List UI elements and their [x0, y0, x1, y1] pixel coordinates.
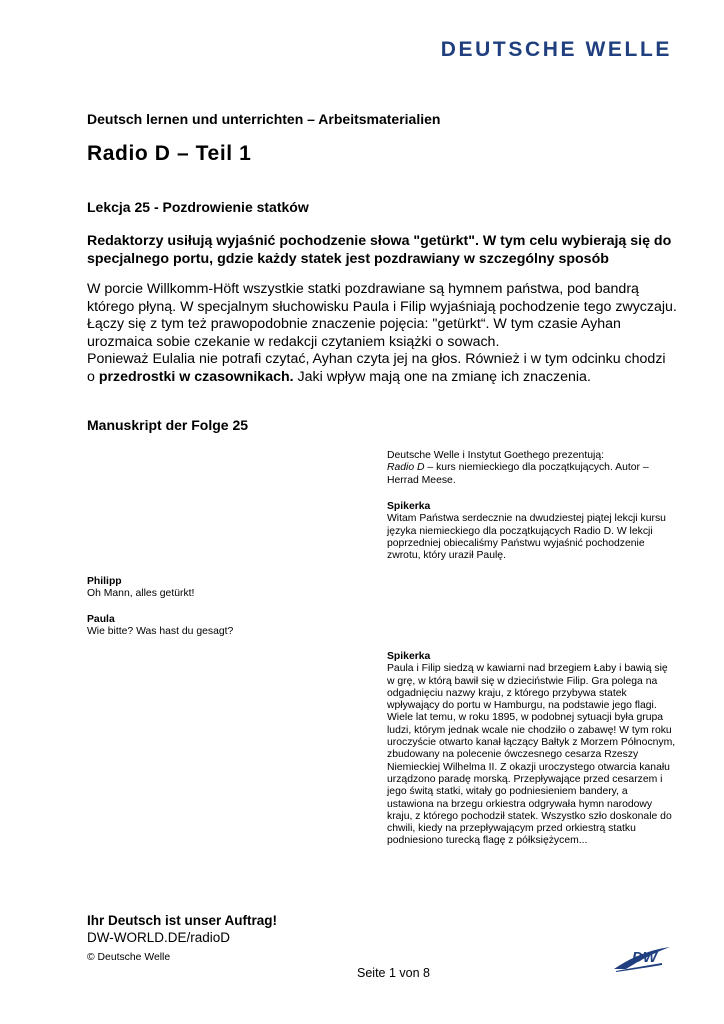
deutsche-welle-wordmark: DEUTSCHE WELLE	[440, 38, 672, 61]
speaker-name: Spikerka	[387, 651, 431, 662]
dialogue-paula	[87, 614, 347, 639]
intro-p2-start: Ponieważ Eulalia nie potrafi czytać, Ayhan czyta jej na głos. Również i w tym odcinku chodzi o	[87, 351, 666, 385]
intro-paragraph-2	[87, 351, 677, 386]
radio-d-italic: Radio D	[387, 462, 425, 474]
document-subtitle: Deutsch lernen und unterrichten – Arbeitsmaterialien	[87, 111, 441, 127]
manuscript-intro-line: Deutsche Welle i Instytut Goethego prezentują:	[387, 450, 604, 461]
speaker-name: Paula	[87, 614, 115, 625]
page-number: Seite 1 von 8	[357, 966, 430, 980]
lead-paragraph: Redaktorzy usiłują wyjaśnić pochodzenie słowa "getürkt". W tym celu wybierają się do specjalnego portu, gdzie każdy statek jest pozdrawiany w szczególny sposób	[87, 233, 672, 267]
speaker-text: Oh Mann, alles getürkt!	[87, 588, 195, 600]
dw-logo-icon	[612, 943, 672, 973]
intro-p2-end: Jaki wpływ mają one na zmianę ich znaczenia.	[293, 368, 591, 385]
page-title: Radio D – Teil 1	[87, 142, 252, 165]
footer-slogan: Ihr Deutsch ist unser Auftrag!	[87, 913, 278, 928]
footer-url: DW-WORLD.DE/radioD	[87, 930, 231, 945]
manuscript-intro-course	[387, 462, 677, 487]
speaker-text: Wie bitte? Was hast du gesagt?	[87, 626, 234, 638]
manuscript-intro-rest: – kurs niemieckiego dla początkujących. Autor – Herrad Meese.	[387, 462, 649, 486]
footer-copyright: © Deutsche Welle	[87, 952, 171, 963]
dw-logo-text: DW	[632, 949, 657, 966]
intro-paragraph-1: W porcie Willkomm-Höft wszystkie statki pozdrawiane są hymnem państwa, pod bandrą którego płyną. W specjalnym słuchowisku Paula i Filip wyjaśniają pochodzenie tego zwyczaju. Łączy się z tym też prawopodobnie znaczenie pojęcia: "getürkt“. W tym czasie Ayhan urozmaica sobie czekanie w redakcji czytaniem książki o sowach.	[87, 281, 677, 350]
speaker-name: Philipp	[87, 576, 122, 587]
dialogue-spikerka-2	[387, 651, 677, 848]
dialogue-spikerka-1	[387, 501, 677, 562]
speaker-text: Witam Państwa serdecznie na dwudziestej piątej lekcji kursu języka niemieckiego dla początkujących Radio D. W lekcji poprzedniej obiecaliśmy Państwu wyjaśnić pochodzenie zwrotu, który uraził Paulę.	[387, 513, 666, 562]
dialogue-philipp	[87, 576, 347, 601]
speaker-text: Paula i Filip siedzą w kawiarni nad brzegiem Łaby i bawią się w grę, w którą bawił się w dzieciństwie Filip. Gra polega na odgadnięciu nazwy kraju, z którego przybywa statek wpływający do portu w Hamburgu, na podstawie jego flagi. Wiele lat temu, w roku 1895, w podobnej sytuacji była grupa ludzi, którym jednak wcale nie chodziło o zabawę! W tym roku uroczyście otwarto kanał łączący Bałtyk z Morzem Północnym, zbudowany na polecenie ówczesnego cesarza Rzeszy Niemieckiej Wilhelma II. Z okazji uroczystego otwarcia kanału urządzono paradę morską. Przepływające przed cesarzem i jego świtą statki, witały go podniesieniem bandery, a ustawiona na brzegu orkiestra odgrywała hymn narodowy kraju, z którego pochodził statek. Wszystko szło doskonale do chwili, kiedy na przepływającym przed orkiestrą statku podniesiono turecką flagę z półksiężycem...	[387, 663, 676, 847]
intro-p2-bold: przedrostki w czasownikach.	[98, 368, 294, 385]
lesson-heading: Lekcja 25 - Pozdrowienie statków	[87, 199, 309, 215]
manuscript-intro	[387, 450, 677, 487]
intro-text	[87, 281, 677, 387]
manuscript-heading: Manuskript der Folge 25	[87, 417, 249, 433]
speaker-name: Spikerka	[387, 501, 431, 512]
